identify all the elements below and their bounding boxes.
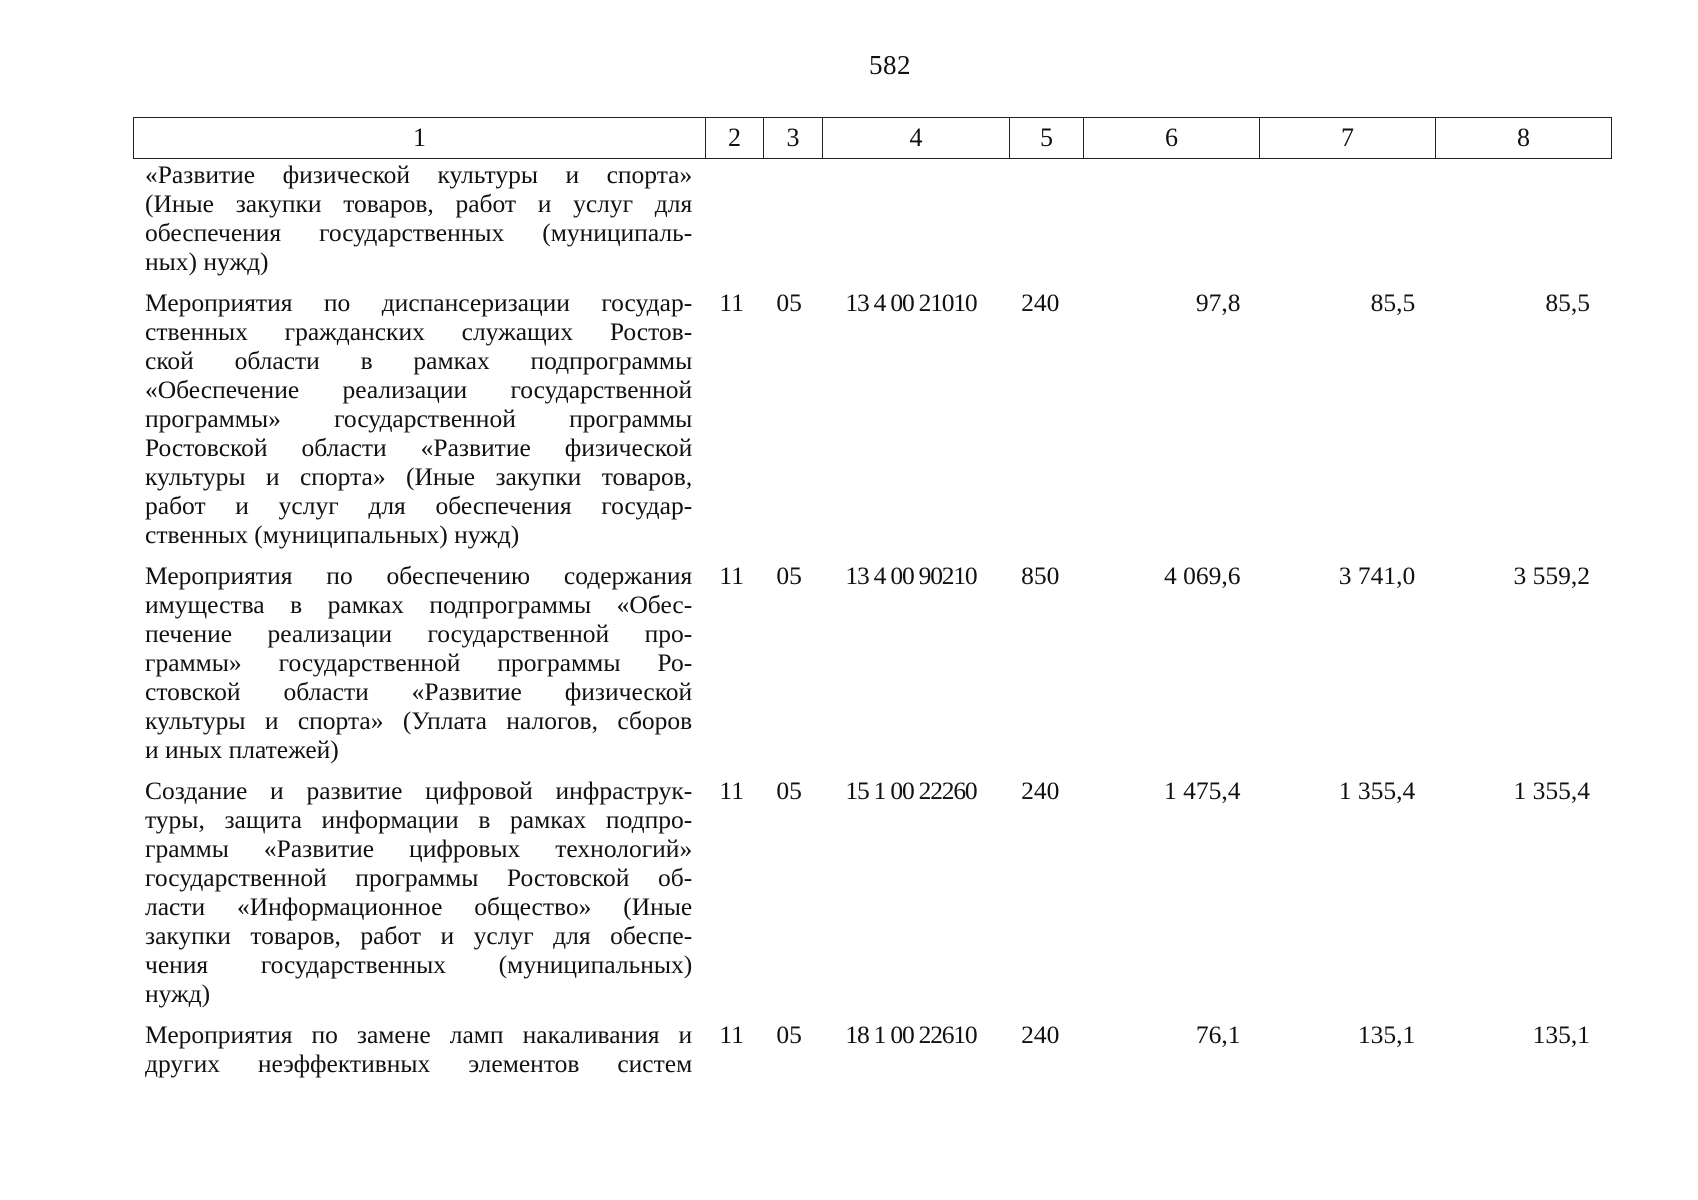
- section-code: 11: [719, 1020, 744, 1049]
- row-description: [133, 288, 703, 549]
- header-col-5: 5: [1010, 118, 1084, 159]
- row-description: [133, 776, 703, 1008]
- description-line: ных) нужд): [145, 247, 269, 276]
- description-line: ственных (муниципальных) нужд): [145, 520, 520, 549]
- description-line: ственных гражданских служащих Ростов-: [145, 317, 693, 346]
- amount-col-6: 76,1: [1195, 1020, 1241, 1049]
- header-col-3: 3: [764, 118, 823, 159]
- subsection-code: 05: [776, 561, 802, 590]
- row-description: [133, 160, 703, 276]
- amount-col-8: 135,1: [1532, 1020, 1590, 1049]
- description-line: «Обеспечение реализации государственной: [145, 375, 693, 404]
- subsection-code: 05: [776, 1020, 802, 1049]
- section-code: 11: [719, 288, 744, 317]
- section-code: 11: [719, 561, 744, 590]
- description-line: культуры и спорта» (Иные закупки товаров,: [145, 462, 693, 491]
- row-description: [133, 1020, 703, 1078]
- budget-table-body: [133, 160, 1601, 1090]
- description-line: Мероприятия по замене ламп накаливания и: [145, 1020, 693, 1049]
- description-line: государственной программы Ростовской об-: [145, 863, 693, 892]
- amount-col-6: 1 475,4: [1163, 776, 1241, 805]
- description-line: «Развитие физической культуры и спорта»: [145, 160, 693, 189]
- amount-col-7: 135,1: [1357, 1020, 1416, 1049]
- page-number: 582: [869, 50, 911, 80]
- header-col-2: 2: [706, 118, 764, 159]
- description-line: Создание и развитие цифровой инфраструк-: [145, 776, 693, 805]
- header-col-4: 4: [823, 118, 1010, 159]
- amount-col-6: 97,8: [1195, 288, 1241, 317]
- amount-col-7: 85,5: [1370, 288, 1416, 317]
- expense-type-code: 240: [1021, 1020, 1060, 1049]
- header-col-8: 8: [1436, 118, 1612, 159]
- column-number-header: [133, 117, 1612, 159]
- description-line: печение реализации государственной про-: [145, 619, 693, 648]
- table-row: [133, 160, 1601, 276]
- expense-type-code: 240: [1021, 776, 1060, 805]
- table-row: [133, 561, 1601, 764]
- description-line: культуры и спорта» (Уплата налогов, сборов: [145, 706, 693, 735]
- amount-col-8: 85,5: [1545, 288, 1590, 317]
- target-article-code: 13 4 00 90210: [845, 561, 977, 590]
- description-line: стовской области «Развитие физической: [145, 677, 693, 706]
- table-row: [133, 1020, 1601, 1078]
- description-line: программы» государственной программы: [145, 404, 693, 433]
- row-description: [133, 561, 703, 764]
- table-row: [133, 776, 1601, 1008]
- subsection-code: 05: [776, 776, 802, 805]
- description-line: (Иные закупки товаров, работ и услуг для: [145, 189, 693, 218]
- description-line: Ростовской области «Развитие физической: [145, 433, 693, 462]
- description-line: граммы» государственной программы Ро-: [145, 648, 693, 677]
- amount-col-8: 1 355,4: [1513, 776, 1590, 805]
- table-row: [133, 288, 1601, 549]
- description-line: нужд): [145, 979, 211, 1008]
- header-row: [134, 118, 1612, 159]
- description-line: имущества в рамках подпрограммы «Обес-: [145, 590, 693, 619]
- description-line: обеспечения государственных (муниципаль-: [145, 218, 693, 247]
- amount-col-7: 1 355,4: [1338, 776, 1416, 805]
- header-col-6: 6: [1084, 118, 1260, 159]
- amount-col-8: 3 559,2: [1513, 561, 1590, 590]
- description-line: других неэффективных элементов систем: [145, 1049, 693, 1078]
- description-line: туры, защита информации в рамках подпро-: [145, 805, 693, 834]
- header-col-7: 7: [1260, 118, 1436, 159]
- subsection-code: 05: [776, 288, 802, 317]
- description-line: работ и услуг для обеспечения государ-: [145, 491, 693, 520]
- description-line: закупки товаров, работ и услуг для обеспе-: [145, 921, 693, 950]
- target-article-code: 18 1 00 22610: [845, 1020, 977, 1049]
- description-line: граммы «Развитие цифровых технологий»: [145, 834, 693, 863]
- target-article-code: 15 1 00 22260: [845, 776, 977, 805]
- description-line: Мероприятия по обеспечению содержания: [145, 561, 693, 590]
- expense-type-code: 850: [1021, 561, 1060, 590]
- amount-col-7: 3 741,0: [1338, 561, 1416, 590]
- target-article-code: 13 4 00 21010: [845, 288, 977, 317]
- description-line: Мероприятия по диспансеризации государ-: [145, 288, 693, 317]
- description-line: ласти «Информационное общество» (Иные: [145, 892, 693, 921]
- description-line: и иных платежей): [145, 735, 339, 764]
- description-line: ской области в рамках подпрограммы: [145, 346, 693, 375]
- expense-type-code: 240: [1021, 288, 1060, 317]
- description-line: чения государственных (муниципальных): [145, 950, 693, 979]
- section-code: 11: [719, 776, 744, 805]
- header-col-1: 1: [134, 118, 706, 159]
- amount-col-6: 4 069,6: [1163, 561, 1241, 590]
